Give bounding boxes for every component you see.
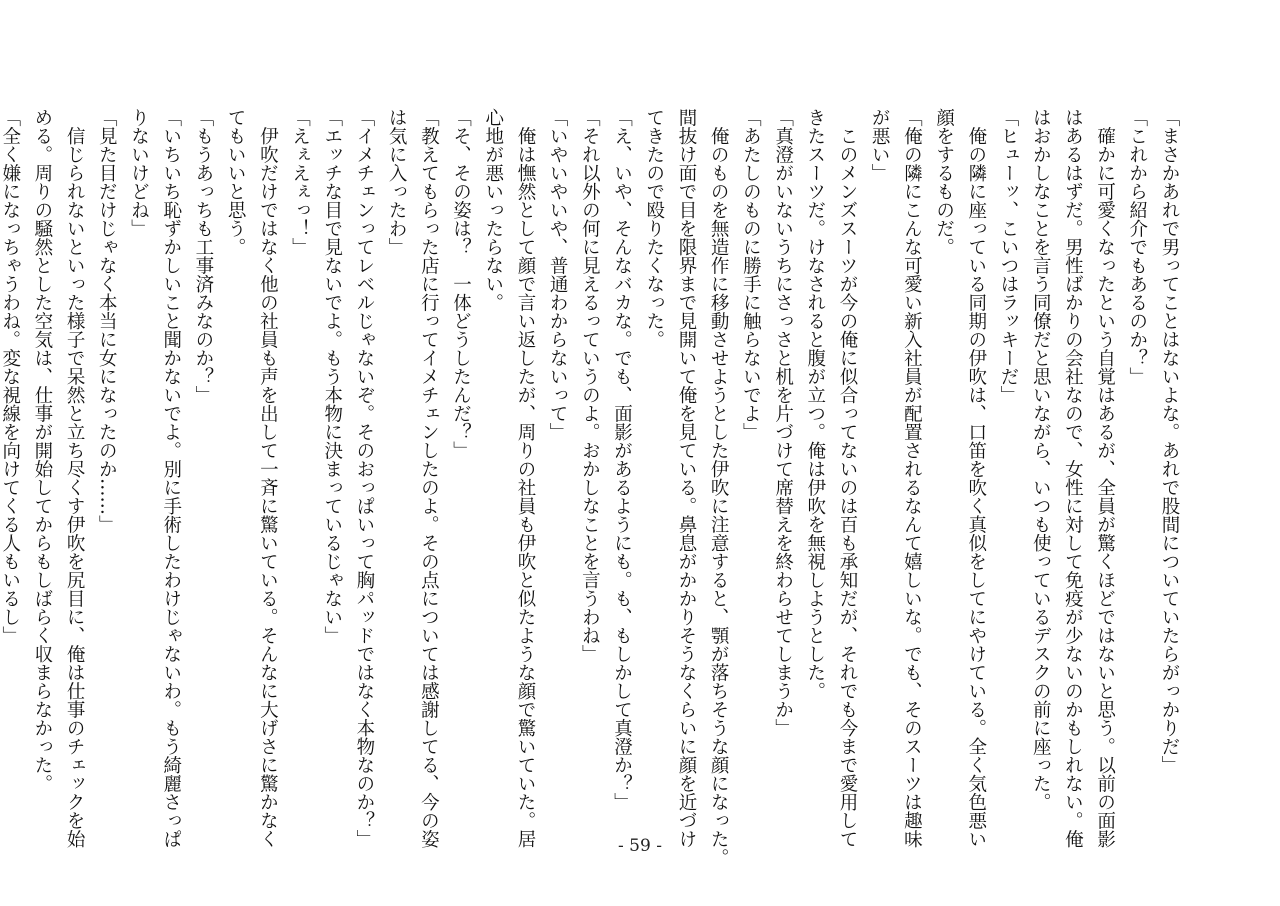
text-line: このメンズスーツが今の俺に似合ってないのは百も承知だが、それでも今まで愛用して (836, 108, 858, 848)
text-line: 間抜け面で目を限界まで見開いて俺を見ている。鼻息がかかりそうなくらいに顔を近づけ (675, 108, 697, 848)
text-line: 「そ、その姿は？ 一体どうしたんだ？」 (450, 108, 472, 460)
text-line: はあるはずだ。男性ばかりの会社なので、女性に対して免疫が少ないのかもしれない。俺 (1062, 108, 1084, 848)
text-line: 俺の隣に座っている同期の伊吹は、口笛を吹く真似をしてにやけている。全く気色悪い (965, 108, 987, 848)
text-line: はおかしなことを言う同僚だと思いながら、いつも使っているデスクの前に座った。 (1030, 108, 1052, 811)
text-line: が悪い」 (869, 108, 891, 182)
text-line: 心地が悪いったらない。 (482, 108, 504, 312)
text-line: 俺は憮然として顔で言い返したが、周りの社員も伊吹と似たような顔で驚いていた。居 (514, 108, 536, 848)
text-line: りないけどね」 (128, 108, 150, 238)
text-line: は気に入ったわ」 (386, 108, 408, 256)
text-line: める。周りの騒然とした空気は、仕事が開始してからもしばらく収まらなかった。 (31, 108, 53, 793)
text-line: きたスーツだ。けなされると腹が立つ。俺は伊吹を無視しようとした。 (804, 108, 826, 700)
text-line: てきたので殴りたくなった。 (643, 108, 665, 349)
text-line: 「教えてもらった店に行ってイメチェンしたのよ。その点については感謝してる、今の姿 (418, 108, 440, 848)
text-line: 「いやいやいや、普通わからないって」 (547, 108, 569, 441)
text-line: 「それ以外の何に見えるっていうのよ。おかしなことを言うわね」 (579, 108, 601, 663)
text-line: 「えぇえぇっ！」 (289, 108, 311, 256)
text-line: 伊吹だけではなく他の社員も声を出して一斉に驚いている。そんなに大げさに驚かなく (257, 108, 279, 848)
text-line: 確かに可愛くなったという自覚はあるが、全員が驚くほどではないと思う。以前の面影 (1094, 108, 1116, 848)
text-line: 「真澄がいないうちにさっさと机を片づけて席替えを終わらせてしまうか」 (772, 108, 794, 737)
text-line: てもいいと思う。 (225, 108, 247, 256)
text-line: 「俺の隣にこんな可愛い新入社員が配置されるなんて嬉しいな。でも、そのスーツは趣味 (901, 108, 923, 848)
text-line: 「イメチェンってレベルじゃないぞ。そのおっぱいって胸パッドではなく本物なのか？」 (353, 108, 375, 848)
text-line: 「まさかあれで男ってことはないよな。あれで股間についていたらがっかりだ」 (1159, 108, 1180, 774)
text-line: 「あたしのものに勝手に触らないでよ」 (740, 108, 762, 441)
text-line: 「これから紹介でもあるのか？」 (1126, 108, 1148, 386)
text-line: 「もうあっちも工事済みなのか？」 (192, 108, 214, 404)
text-line: 「ヒューッ、こいつはラッキーだ」 (997, 108, 1019, 404)
text-line: 「見た目だけじゃなく本当に女になったのか……」 (96, 108, 118, 534)
text-line: 顔をするものだ。 (933, 108, 955, 256)
text-line: 「いちいち恥ずかしいこと聞かないでよ。別に手術したわけじゃないわ。もう綺麗さっぱ (160, 108, 182, 848)
page-number: - 59 - (618, 836, 662, 856)
text-line: 俺のものを無造作に移動させようとした伊吹に注意すると、顎が落ちそうな顔になった。 (708, 108, 730, 867)
text-line: 「エッチな目で見ないでよ。もう本物に決まっているじゃない」 (321, 108, 343, 645)
text-line: 信じられないといった様子で呆然と立ち尽くす伊吹を尻目に、俺は仕事のチェックを始 (64, 108, 86, 848)
text-line: 「全く嫌になっちゃうわね。変な視線を向けてくる人もいるし」 (0, 108, 21, 645)
text-line: 「え、いや、そんなバカな。でも、面影があるようにも。も、もしかして真澄か？」 (611, 108, 633, 811)
